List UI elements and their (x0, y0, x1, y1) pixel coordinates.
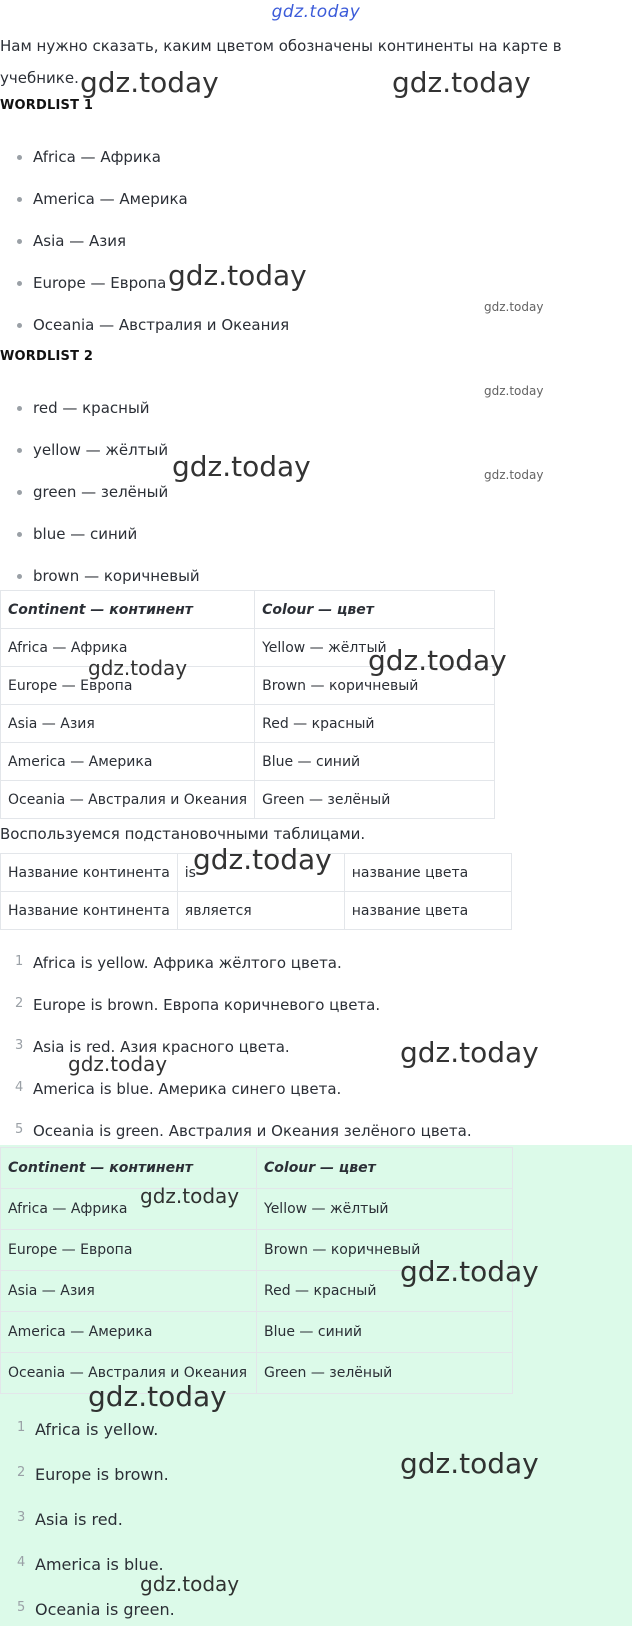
table-cell: Red — красный (255, 705, 495, 743)
table-row (1, 781, 495, 819)
table-cell: America — Америка (1, 1312, 257, 1353)
table-header-row (1, 1148, 513, 1189)
watermark: gdz.today (368, 644, 507, 677)
table-cell: Yellow — жёлтый (257, 1189, 513, 1230)
bullet-icon (17, 490, 22, 495)
bullet-icon (17, 281, 22, 286)
table-header-row (1, 591, 495, 629)
table-cell: Africa — Африка (1, 1189, 257, 1230)
watermark: gdz.today (484, 468, 544, 482)
table-header-cell: Colour — цвет (257, 1148, 513, 1189)
list-item: yellow — жёлтый (33, 441, 168, 459)
watermark: gdz.today (484, 384, 544, 398)
list-item: Oceania — Австралия и Океания (33, 316, 289, 334)
bullet-icon (17, 532, 22, 537)
watermark: gdz.today (168, 259, 307, 292)
watermark: gdz.today (400, 1255, 539, 1288)
table-cell: название цвета (344, 854, 511, 892)
continent-colour-table (0, 590, 495, 819)
substitution-label: Воспользуемся подстановочными таблицами. (0, 825, 366, 843)
table-cell: America — Америка (1, 743, 255, 781)
table-cell: Brown — коричневый (257, 1230, 513, 1271)
watermark: gdz.today (392, 66, 531, 99)
table-cell: Blue — синий (255, 743, 495, 781)
table-cell: Название континента (1, 854, 178, 892)
watermark: gdz.today (88, 1380, 227, 1413)
list-item: red — красный (33, 399, 150, 417)
table-row (1, 1189, 513, 1230)
list-item: America — Америка (33, 190, 188, 208)
watermark: gdz.today (88, 656, 188, 680)
table-row (1, 705, 495, 743)
wordlist1-title: WORDLIST 1 (0, 98, 94, 113)
table-cell: is (177, 854, 344, 892)
table-row (1, 892, 512, 930)
wordlist2-title: WORDLIST 2 (0, 349, 94, 364)
table-cell: Green — зелёный (255, 781, 495, 819)
bullet-icon (17, 197, 22, 202)
table-cell: Название континента (1, 892, 178, 930)
table-row (1, 1353, 513, 1394)
watermark: gdz.today (68, 1052, 168, 1076)
table-header-cell: Continent — континент (1, 1148, 257, 1189)
bullet-icon (17, 406, 22, 411)
watermark: gdz.today (172, 450, 311, 483)
table-cell: Africa — Африка (1, 629, 255, 667)
table-cell: Brown — коричневый (255, 667, 495, 705)
table-row (1, 743, 495, 781)
table-header-cell: Continent — континент (1, 591, 255, 629)
bullet-icon (17, 323, 22, 328)
list-item: blue — синий (33, 525, 137, 543)
table-cell: Yellow — жёлтый (255, 629, 495, 667)
watermark: gdz.today (484, 300, 544, 314)
list-item: Europe — Европа (33, 274, 166, 292)
watermark: gdz.today (193, 843, 332, 876)
list-item: green — зелёный (33, 483, 168, 501)
table-cell: название цвета (344, 892, 511, 930)
table-header-cell: Colour — цвет (255, 591, 495, 629)
list-item: brown — коричневый (33, 567, 200, 585)
table-row (1, 1312, 513, 1353)
site-logo[interactable]: gdz.today (271, 2, 361, 22)
list-item: Africa — Африка (33, 148, 161, 166)
bullet-icon (17, 448, 22, 453)
table-cell: Asia — Азия (1, 1271, 257, 1312)
bullet-icon (17, 574, 22, 579)
table-cell: Europe — Европа (1, 1230, 257, 1271)
bullet-icon (17, 239, 22, 244)
table-cell: Red — красный (257, 1271, 513, 1312)
table-cell: Oceania — Австралия и Океания (1, 1353, 257, 1394)
watermark: gdz.today (140, 1572, 240, 1596)
table-cell: Blue — синий (257, 1312, 513, 1353)
table-cell: является (177, 892, 344, 930)
table-cell: Oceania — Австралия и Океания (1, 781, 255, 819)
watermark: gdz.today (140, 1184, 240, 1208)
watermark: gdz.today (80, 66, 219, 99)
watermark: gdz.today (400, 1036, 539, 1069)
table-cell: Europe — Европа (1, 667, 255, 705)
watermark: gdz.today (400, 1447, 539, 1480)
table-cell: Asia — Азия (1, 705, 255, 743)
list-item: Asia — Азия (33, 232, 126, 250)
table-cell: Green — зелёный (257, 1353, 513, 1394)
bullet-icon (17, 155, 22, 160)
intro-text: Нам нужно сказать, каким цветом обозначены континенты на карте в учебнике. (0, 37, 562, 87)
